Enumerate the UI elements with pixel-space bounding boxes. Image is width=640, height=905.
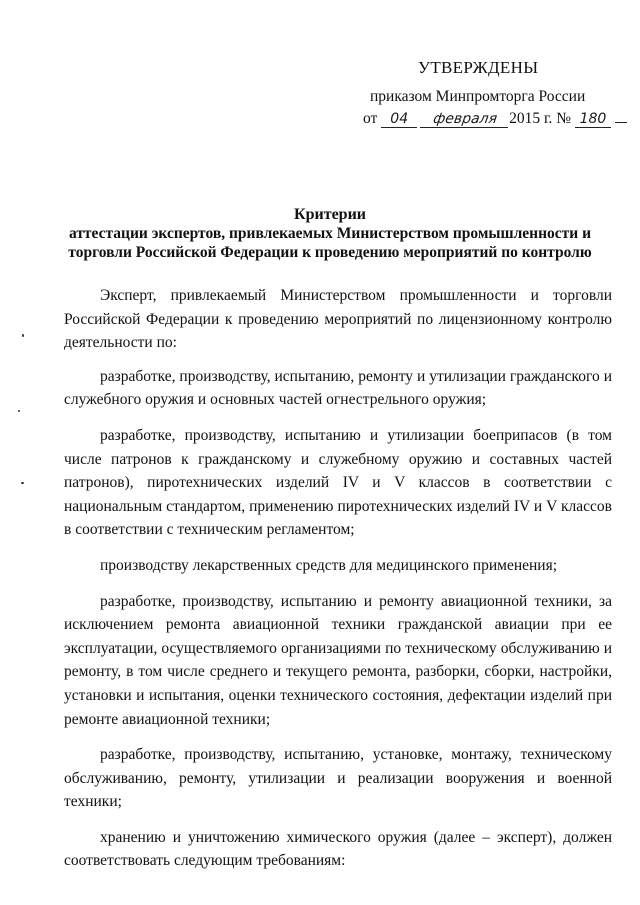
scan-speck bbox=[21, 482, 24, 484]
handwritten-day: 04 bbox=[381, 112, 417, 128]
date-prefix: от bbox=[363, 110, 378, 127]
approved-title: УТВЕРЖДЕНЫ bbox=[418, 58, 539, 77]
document-body bbox=[64, 284, 612, 879]
scan-speck bbox=[22, 334, 24, 337]
heading-title: Критерии bbox=[293, 206, 366, 223]
handwritten-order-number: 180 bbox=[575, 112, 611, 128]
paragraph-item-5: разработке, производству, испытанию, установке, монтажу, техническому обслуживанию, ремонту, утилизации и реализации вооружения и военной техники; bbox=[64, 746, 612, 811]
date-year: 2015 г. № bbox=[509, 110, 572, 127]
order-date-line bbox=[363, 108, 627, 128]
handwritten-month: февраля bbox=[420, 112, 510, 128]
scan-speck bbox=[18, 410, 20, 412]
document-heading bbox=[60, 205, 600, 262]
heading-line-3: торговли Российской Федерации к проведению мероприятий по контролю bbox=[68, 244, 592, 261]
number-underline bbox=[615, 108, 627, 123]
order-reference: приказом Минпромторга России bbox=[370, 88, 586, 105]
heading-line-2: аттестации экспертов, привлекаемых Министерством промышленности и bbox=[68, 225, 592, 242]
paragraph-intro: Эксперт, привлекаемый Министерством промышленности и торговли Российской Федерации к проведению мероприятий по лицензионному контролю деятельности по: bbox=[64, 287, 612, 352]
paragraph-item-4: разработке, производству, испытанию и ремонту авиационной техники, за исключением ремонта авиационной техники гражданской авиации при ее эксплуатации, осуществляемого организациями по техническому обслуживанию и ремонту, в том числе среднего и текущего ремонта, разборки, сборки, настройки, установки и испытания, оценки технического состояния, дефектации изделий при ремонте авиационной техники; bbox=[64, 592, 612, 728]
paragraph-item-3: производству лекарственных средств для медицинского применения; bbox=[100, 556, 558, 574]
paragraph-item-2: разработке, производству, испытанию и утилизации боеприпасов (в том числе патронов к гражданскому и служебному оружию и составных частей патронов), пиротехнических изделий IV и V классов в соответствии с национальным стандартом, применению пиротехнических изделий IV и V классов в соответствии с техническим регламентом; bbox=[64, 426, 612, 539]
paragraph-item-6: хранению и уничтожению химического оружия (далее – эксперт), должен соответствовать следующим требованиям: bbox=[64, 828, 612, 870]
paragraph-item-1: разработке, производству, испытанию, ремонту и утилизации гражданского и служебного оружия и основных частей огнестрельного оружия; bbox=[64, 367, 612, 409]
